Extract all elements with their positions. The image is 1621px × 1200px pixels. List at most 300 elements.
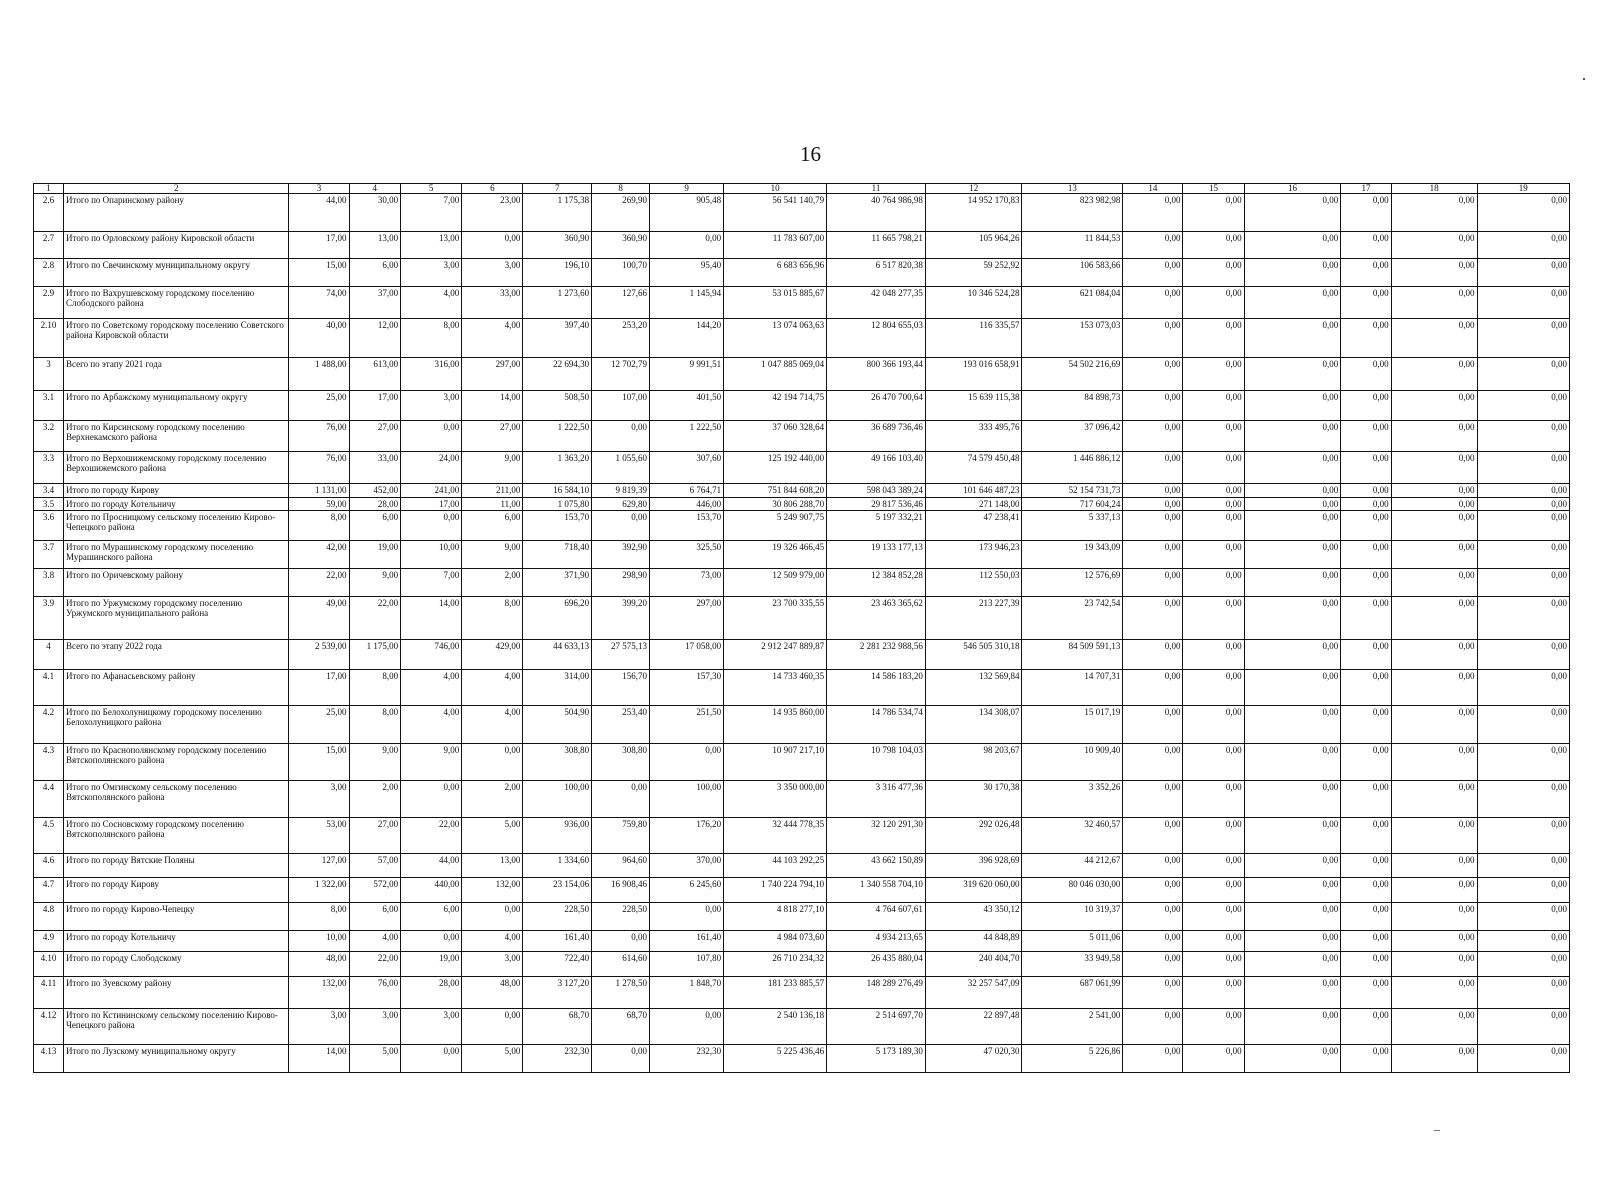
cell-col-13: 5 226,86 xyxy=(1022,1045,1123,1073)
cell-col-5: 8,00 xyxy=(401,319,462,358)
row-code: 3.9 xyxy=(34,597,64,640)
cell-col-19: 0,00 xyxy=(1477,706,1569,744)
cell-col-16: 0,00 xyxy=(1244,287,1341,319)
cell-col-6: 48,00 xyxy=(462,977,523,1009)
cell-col-15: 0,00 xyxy=(1183,421,1244,452)
cell-col-19: 0,00 xyxy=(1477,952,1569,977)
cell-col-19: 0,00 xyxy=(1477,511,1569,541)
cell-col-19: 0,00 xyxy=(1477,854,1569,878)
program-register-table xyxy=(33,183,1570,1073)
column-header: 3 xyxy=(289,184,349,194)
cell-col-17: 0,00 xyxy=(1341,421,1391,452)
cell-col-9: 100,00 xyxy=(650,781,724,818)
cell-col-13: 14 707,31 xyxy=(1022,670,1123,706)
cell-col-15: 0,00 xyxy=(1183,194,1244,232)
cell-col-16: 0,00 xyxy=(1244,903,1341,931)
row-code: 4.10 xyxy=(34,952,64,977)
cell-col-16: 0,00 xyxy=(1244,541,1341,569)
cell-col-18: 0,00 xyxy=(1391,319,1477,358)
cell-col-8: 392,90 xyxy=(592,541,650,569)
cell-col-8: 12 702,79 xyxy=(592,358,650,391)
row-name: Итого по Лузскому муниципальному округу xyxy=(64,1045,289,1073)
cell-col-9: 17 058,00 xyxy=(650,640,724,670)
cell-col-8: 0,00 xyxy=(592,421,650,452)
cell-col-18: 0,00 xyxy=(1391,541,1477,569)
cell-col-3: 42,00 xyxy=(289,541,349,569)
cell-col-6: 13,00 xyxy=(462,854,523,878)
cell-col-5: 10,00 xyxy=(401,541,462,569)
cell-col-5: 746,00 xyxy=(401,640,462,670)
cell-col-15: 0,00 xyxy=(1183,931,1244,952)
cell-col-8: 308,80 xyxy=(592,744,650,781)
cell-col-16: 0,00 xyxy=(1244,452,1341,484)
cell-col-15: 0,00 xyxy=(1183,1009,1244,1045)
row-code: 4 xyxy=(34,640,64,670)
cell-col-15: 0,00 xyxy=(1183,358,1244,391)
cell-col-18: 0,00 xyxy=(1391,1045,1477,1073)
cell-col-19: 0,00 xyxy=(1477,597,1569,640)
cell-col-8: 107,00 xyxy=(592,391,650,421)
cell-col-10: 2 540 136,18 xyxy=(724,1009,827,1045)
row-code: 4.8 xyxy=(34,903,64,931)
cell-col-11: 6 517 820,38 xyxy=(827,259,926,287)
table-row xyxy=(34,670,1570,706)
cell-col-8: 9 819,39 xyxy=(592,484,650,498)
cell-col-12: 98 203,67 xyxy=(925,744,1022,781)
cell-col-4: 22,00 xyxy=(349,952,401,977)
scan-speck xyxy=(1583,78,1585,80)
cell-col-9: 1 145,94 xyxy=(650,287,724,319)
cell-col-19: 0,00 xyxy=(1477,878,1569,903)
column-header: 1 xyxy=(34,184,64,194)
table-row xyxy=(34,854,1570,878)
cell-col-7: 68,70 xyxy=(523,1009,592,1045)
table-row xyxy=(34,744,1570,781)
cell-col-12: 546 505 310,18 xyxy=(925,640,1022,670)
cell-col-10: 125 192 440,00 xyxy=(724,452,827,484)
cell-col-15: 0,00 xyxy=(1183,498,1244,511)
cell-col-16: 0,00 xyxy=(1244,818,1341,854)
cell-col-13: 23 742,54 xyxy=(1022,597,1123,640)
table-row xyxy=(34,391,1570,421)
cell-col-18: 0,00 xyxy=(1391,421,1477,452)
row-name: Итого по Зуевскому району xyxy=(64,977,289,1009)
row-code: 2.8 xyxy=(34,259,64,287)
cell-col-11: 800 366 193,44 xyxy=(827,358,926,391)
cell-col-7: 1 175,38 xyxy=(523,194,592,232)
cell-col-17: 0,00 xyxy=(1341,597,1391,640)
cell-col-14: 0,00 xyxy=(1123,452,1183,484)
cell-col-16: 0,00 xyxy=(1244,670,1341,706)
cell-col-13: 823 982,98 xyxy=(1022,194,1123,232)
table-row xyxy=(34,781,1570,818)
cell-col-8: 253,20 xyxy=(592,319,650,358)
cell-col-6: 4,00 xyxy=(462,670,523,706)
column-header: 6 xyxy=(462,184,523,194)
cell-col-16: 0,00 xyxy=(1244,391,1341,421)
cell-col-14: 0,00 xyxy=(1123,319,1183,358)
column-header: 11 xyxy=(827,184,926,194)
cell-col-7: 23 154,06 xyxy=(523,878,592,903)
cell-col-6: 5,00 xyxy=(462,818,523,854)
cell-col-11: 23 463 365,62 xyxy=(827,597,926,640)
cell-col-15: 0,00 xyxy=(1183,744,1244,781)
cell-col-19: 0,00 xyxy=(1477,1009,1569,1045)
column-header: 16 xyxy=(1244,184,1341,194)
row-code: 4.3 xyxy=(34,744,64,781)
cell-col-12: 44 848,89 xyxy=(925,931,1022,952)
cell-col-15: 0,00 xyxy=(1183,569,1244,597)
cell-col-11: 3 316 477,36 xyxy=(827,781,926,818)
row-code: 4.1 xyxy=(34,670,64,706)
cell-col-9: 0,00 xyxy=(650,744,724,781)
cell-col-5: 4,00 xyxy=(401,706,462,744)
cell-col-15: 0,00 xyxy=(1183,391,1244,421)
cell-col-6: 5,00 xyxy=(462,1045,523,1073)
cell-col-11: 43 662 150,89 xyxy=(827,854,926,878)
cell-col-15: 0,00 xyxy=(1183,511,1244,541)
cell-col-16: 0,00 xyxy=(1244,781,1341,818)
cell-col-11: 12 384 852,28 xyxy=(827,569,926,597)
cell-col-15: 0,00 xyxy=(1183,597,1244,640)
row-code: 4.7 xyxy=(34,878,64,903)
cell-col-4: 452,00 xyxy=(349,484,401,498)
cell-col-17: 0,00 xyxy=(1341,484,1391,498)
cell-col-14: 0,00 xyxy=(1123,541,1183,569)
column-header: 13 xyxy=(1022,184,1123,194)
cell-col-7: 397,40 xyxy=(523,319,592,358)
cell-col-5: 6,00 xyxy=(401,903,462,931)
cell-col-12: 47 020,30 xyxy=(925,1045,1022,1073)
cell-col-14: 0,00 xyxy=(1123,421,1183,452)
cell-col-14: 0,00 xyxy=(1123,878,1183,903)
cell-col-6: 297,00 xyxy=(462,358,523,391)
cell-col-9: 325,50 xyxy=(650,541,724,569)
cell-col-17: 0,00 xyxy=(1341,319,1391,358)
cell-col-14: 0,00 xyxy=(1123,498,1183,511)
cell-col-8: 156,70 xyxy=(592,670,650,706)
cell-col-3: 1 322,00 xyxy=(289,878,349,903)
cell-col-18: 0,00 xyxy=(1391,452,1477,484)
cell-col-5: 7,00 xyxy=(401,194,462,232)
cell-col-12: 105 964,26 xyxy=(925,232,1022,259)
cell-col-17: 0,00 xyxy=(1341,358,1391,391)
row-code: 4.5 xyxy=(34,818,64,854)
cell-col-17: 0,00 xyxy=(1341,541,1391,569)
cell-col-11: 4 934 213,65 xyxy=(827,931,926,952)
cell-col-3: 8,00 xyxy=(289,511,349,541)
cell-col-17: 0,00 xyxy=(1341,931,1391,952)
cell-col-13: 2 541,00 xyxy=(1022,1009,1123,1045)
cell-col-11: 4 764 607,61 xyxy=(827,903,926,931)
cell-col-10: 56 541 140,79 xyxy=(724,194,827,232)
cell-col-15: 0,00 xyxy=(1183,977,1244,1009)
cell-col-8: 360,90 xyxy=(592,232,650,259)
row-code: 3.1 xyxy=(34,391,64,421)
cell-col-18: 0,00 xyxy=(1391,511,1477,541)
cell-col-16: 0,00 xyxy=(1244,597,1341,640)
cell-col-4: 9,00 xyxy=(349,569,401,597)
cell-col-13: 106 583,66 xyxy=(1022,259,1123,287)
row-code: 3.8 xyxy=(34,569,64,597)
cell-col-6: 4,00 xyxy=(462,931,523,952)
cell-col-10: 11 783 607,00 xyxy=(724,232,827,259)
cell-col-9: 1 222,50 xyxy=(650,421,724,452)
cell-col-18: 0,00 xyxy=(1391,498,1477,511)
cell-col-8: 127,66 xyxy=(592,287,650,319)
cell-col-15: 0,00 xyxy=(1183,452,1244,484)
cell-col-4: 22,00 xyxy=(349,597,401,640)
cell-col-9: 0,00 xyxy=(650,1009,724,1045)
cell-col-11: 26 435 880,04 xyxy=(827,952,926,977)
cell-col-17: 0,00 xyxy=(1341,232,1391,259)
cell-col-19: 0,00 xyxy=(1477,1045,1569,1073)
cell-col-13: 15 017,19 xyxy=(1022,706,1123,744)
scan-speck xyxy=(1434,1130,1440,1131)
cell-col-12: 101 646 487,23 xyxy=(925,484,1022,498)
cell-col-3: 10,00 xyxy=(289,931,349,952)
cell-col-3: 76,00 xyxy=(289,421,349,452)
cell-col-5: 22,00 xyxy=(401,818,462,854)
cell-col-19: 0,00 xyxy=(1477,358,1569,391)
cell-col-19: 0,00 xyxy=(1477,931,1569,952)
cell-col-11: 2 514 697,70 xyxy=(827,1009,926,1045)
table-row xyxy=(34,319,1570,358)
cell-col-13: 687 061,99 xyxy=(1022,977,1123,1009)
cell-col-15: 0,00 xyxy=(1183,670,1244,706)
cell-col-16: 0,00 xyxy=(1244,744,1341,781)
cell-col-10: 4 818 277,10 xyxy=(724,903,827,931)
cell-col-15: 0,00 xyxy=(1183,287,1244,319)
cell-col-12: 213 227,39 xyxy=(925,597,1022,640)
cell-col-7: 1 273,60 xyxy=(523,287,592,319)
table-row xyxy=(34,903,1570,931)
cell-col-18: 0,00 xyxy=(1391,640,1477,670)
cell-col-16: 0,00 xyxy=(1244,319,1341,358)
cell-col-7: 1 363,20 xyxy=(523,452,592,484)
cell-col-18: 0,00 xyxy=(1391,781,1477,818)
row-code: 3 xyxy=(34,358,64,391)
cell-col-9: 370,00 xyxy=(650,854,724,878)
table-row xyxy=(34,541,1570,569)
cell-col-6: 429,00 xyxy=(462,640,523,670)
cell-col-10: 19 326 466,45 xyxy=(724,541,827,569)
row-name: Итого по Белохолуницкому городскому поселению Белохолуницкого района xyxy=(64,706,289,744)
cell-col-4: 6,00 xyxy=(349,903,401,931)
cell-col-5: 0,00 xyxy=(401,511,462,541)
cell-col-10: 5 225 436,46 xyxy=(724,1045,827,1073)
cell-col-13: 5 337,13 xyxy=(1022,511,1123,541)
cell-col-11: 598 043 389,24 xyxy=(827,484,926,498)
cell-col-12: 333 495,76 xyxy=(925,421,1022,452)
cell-col-10: 181 233 885,57 xyxy=(724,977,827,1009)
cell-col-3: 3,00 xyxy=(289,781,349,818)
cell-col-10: 1 047 885 069,04 xyxy=(724,358,827,391)
row-name: Итого по Орловскому району Кировской области xyxy=(64,232,289,259)
row-code: 4.2 xyxy=(34,706,64,744)
cell-col-6: 9,00 xyxy=(462,541,523,569)
cell-col-11: 42 048 277,35 xyxy=(827,287,926,319)
cell-col-18: 0,00 xyxy=(1391,1009,1477,1045)
cell-col-8: 100,70 xyxy=(592,259,650,287)
cell-col-3: 15,00 xyxy=(289,259,349,287)
cell-col-19: 0,00 xyxy=(1477,452,1569,484)
cell-col-10: 26 710 234,32 xyxy=(724,952,827,977)
cell-col-15: 0,00 xyxy=(1183,319,1244,358)
cell-col-6: 0,00 xyxy=(462,232,523,259)
cell-col-9: 0,00 xyxy=(650,903,724,931)
cell-col-10: 42 194 714,75 xyxy=(724,391,827,421)
cell-col-18: 0,00 xyxy=(1391,484,1477,498)
cell-col-16: 0,00 xyxy=(1244,498,1341,511)
row-name: Итого по городу Котельничу xyxy=(64,931,289,952)
cell-col-4: 4,00 xyxy=(349,931,401,952)
row-name: Итого по Арбажскому муниципальному округу xyxy=(64,391,289,421)
cell-col-10: 6 683 656,96 xyxy=(724,259,827,287)
cell-col-16: 0,00 xyxy=(1244,931,1341,952)
row-name: Всего по этапу 2022 года xyxy=(64,640,289,670)
cell-col-10: 3 350 000,00 xyxy=(724,781,827,818)
cell-col-15: 0,00 xyxy=(1183,232,1244,259)
cell-col-7: 153,70 xyxy=(523,511,592,541)
cell-col-6: 8,00 xyxy=(462,597,523,640)
cell-col-13: 19 343,09 xyxy=(1022,541,1123,569)
cell-col-3: 25,00 xyxy=(289,391,349,421)
cell-col-7: 696,20 xyxy=(523,597,592,640)
cell-col-5: 3,00 xyxy=(401,1009,462,1045)
cell-col-3: 8,00 xyxy=(289,903,349,931)
cell-col-9: 297,00 xyxy=(650,597,724,640)
cell-col-5: 0,00 xyxy=(401,781,462,818)
cell-col-15: 0,00 xyxy=(1183,706,1244,744)
row-code: 4.11 xyxy=(34,977,64,1009)
cell-col-5: 0,00 xyxy=(401,421,462,452)
cell-col-4: 30,00 xyxy=(349,194,401,232)
cell-col-7: 314,00 xyxy=(523,670,592,706)
row-name: Итого по Верхошижемскому городскому поселению Верхошижемского района xyxy=(64,452,289,484)
cell-col-6: 11,00 xyxy=(462,498,523,511)
cell-col-17: 0,00 xyxy=(1341,781,1391,818)
cell-col-5: 7,00 xyxy=(401,569,462,597)
cell-col-7: 16 584,10 xyxy=(523,484,592,498)
cell-col-19: 0,00 xyxy=(1477,818,1569,854)
row-name: Итого по Опаринскому району xyxy=(64,194,289,232)
cell-col-16: 0,00 xyxy=(1244,232,1341,259)
cell-col-19: 0,00 xyxy=(1477,977,1569,1009)
cell-col-14: 0,00 xyxy=(1123,358,1183,391)
column-header: 15 xyxy=(1183,184,1244,194)
row-name: Итого по Афанасьевскому району xyxy=(64,670,289,706)
row-name: Итого по городу Кирову xyxy=(64,484,289,498)
cell-col-9: 401,50 xyxy=(650,391,724,421)
cell-col-3: 15,00 xyxy=(289,744,349,781)
cell-col-12: 30 170,38 xyxy=(925,781,1022,818)
cell-col-11: 32 120 291,30 xyxy=(827,818,926,854)
cell-col-14: 0,00 xyxy=(1123,854,1183,878)
cell-col-9: 307,60 xyxy=(650,452,724,484)
cell-col-19: 0,00 xyxy=(1477,744,1569,781)
column-header: 5 xyxy=(401,184,462,194)
cell-col-17: 0,00 xyxy=(1341,640,1391,670)
cell-col-7: 1 075,80 xyxy=(523,498,592,511)
table-row xyxy=(34,498,1570,511)
cell-col-8: 964,60 xyxy=(592,854,650,878)
table-row xyxy=(34,421,1570,452)
cell-col-5: 0,00 xyxy=(401,931,462,952)
cell-col-19: 0,00 xyxy=(1477,781,1569,818)
cell-col-3: 2 539,00 xyxy=(289,640,349,670)
cell-col-10: 13 074 063,63 xyxy=(724,319,827,358)
row-name: Итого по Сосновскому городскому поселению Вятскополянского района xyxy=(64,818,289,854)
row-name: Итого по Просницкому сельскому поселению Кирово-Чепецкого района xyxy=(64,511,289,541)
cell-col-3: 74,00 xyxy=(289,287,349,319)
cell-col-3: 1 131,00 xyxy=(289,484,349,498)
cell-col-13: 153 073,03 xyxy=(1022,319,1123,358)
cell-col-3: 59,00 xyxy=(289,498,349,511)
cell-col-18: 0,00 xyxy=(1391,391,1477,421)
column-header: 19 xyxy=(1477,184,1569,194)
cell-col-11: 148 289 276,49 xyxy=(827,977,926,1009)
cell-col-13: 11 844,53 xyxy=(1022,232,1123,259)
cell-col-7: 371,90 xyxy=(523,569,592,597)
cell-col-7: 360,90 xyxy=(523,232,592,259)
cell-col-13: 3 352,26 xyxy=(1022,781,1123,818)
table-row xyxy=(34,977,1570,1009)
cell-col-10: 2 912 247 889,87 xyxy=(724,640,827,670)
table-row xyxy=(34,597,1570,640)
table-row xyxy=(34,484,1570,498)
cell-col-7: 1 334,60 xyxy=(523,854,592,878)
cell-col-10: 32 444 778,35 xyxy=(724,818,827,854)
cell-col-19: 0,00 xyxy=(1477,391,1569,421)
cell-col-16: 0,00 xyxy=(1244,194,1341,232)
cell-col-12: 32 257 547,09 xyxy=(925,977,1022,1009)
row-code: 2.10 xyxy=(34,319,64,358)
cell-col-13: 33 949,58 xyxy=(1022,952,1123,977)
cell-col-7: 44 633,13 xyxy=(523,640,592,670)
cell-col-18: 0,00 xyxy=(1391,977,1477,1009)
row-name: Итого по Вахрушевскому городскому поселению Слободского района xyxy=(64,287,289,319)
column-header: 12 xyxy=(925,184,1022,194)
cell-col-14: 0,00 xyxy=(1123,287,1183,319)
cell-col-9: 905,48 xyxy=(650,194,724,232)
cell-col-8: 298,90 xyxy=(592,569,650,597)
cell-col-5: 316,00 xyxy=(401,358,462,391)
cell-col-16: 0,00 xyxy=(1244,569,1341,597)
cell-col-7: 232,30 xyxy=(523,1045,592,1073)
cell-col-3: 127,00 xyxy=(289,854,349,878)
row-name: Итого по Кстининскому сельскому поселению Кирово-Чепецкого района xyxy=(64,1009,289,1045)
cell-col-9: 95,40 xyxy=(650,259,724,287)
cell-col-8: 0,00 xyxy=(592,1045,650,1073)
row-code: 2.9 xyxy=(34,287,64,319)
cell-col-8: 253,40 xyxy=(592,706,650,744)
row-name: Итого по Свечинскому муниципальному округу xyxy=(64,259,289,287)
table-body xyxy=(34,194,1570,1073)
cell-col-3: 3,00 xyxy=(289,1009,349,1045)
row-name: Итого по Советскому городскому поселению Советского района Кировской области xyxy=(64,319,289,358)
cell-col-3: 25,00 xyxy=(289,706,349,744)
cell-col-18: 0,00 xyxy=(1391,854,1477,878)
cell-col-12: 59 252,92 xyxy=(925,259,1022,287)
cell-col-16: 0,00 xyxy=(1244,878,1341,903)
cell-col-11: 40 764 986,98 xyxy=(827,194,926,232)
cell-col-11: 14 586 183,20 xyxy=(827,670,926,706)
cell-col-12: 132 569,84 xyxy=(925,670,1022,706)
column-header: 8 xyxy=(592,184,650,194)
cell-col-18: 0,00 xyxy=(1391,358,1477,391)
page-number: 16 xyxy=(800,142,821,166)
